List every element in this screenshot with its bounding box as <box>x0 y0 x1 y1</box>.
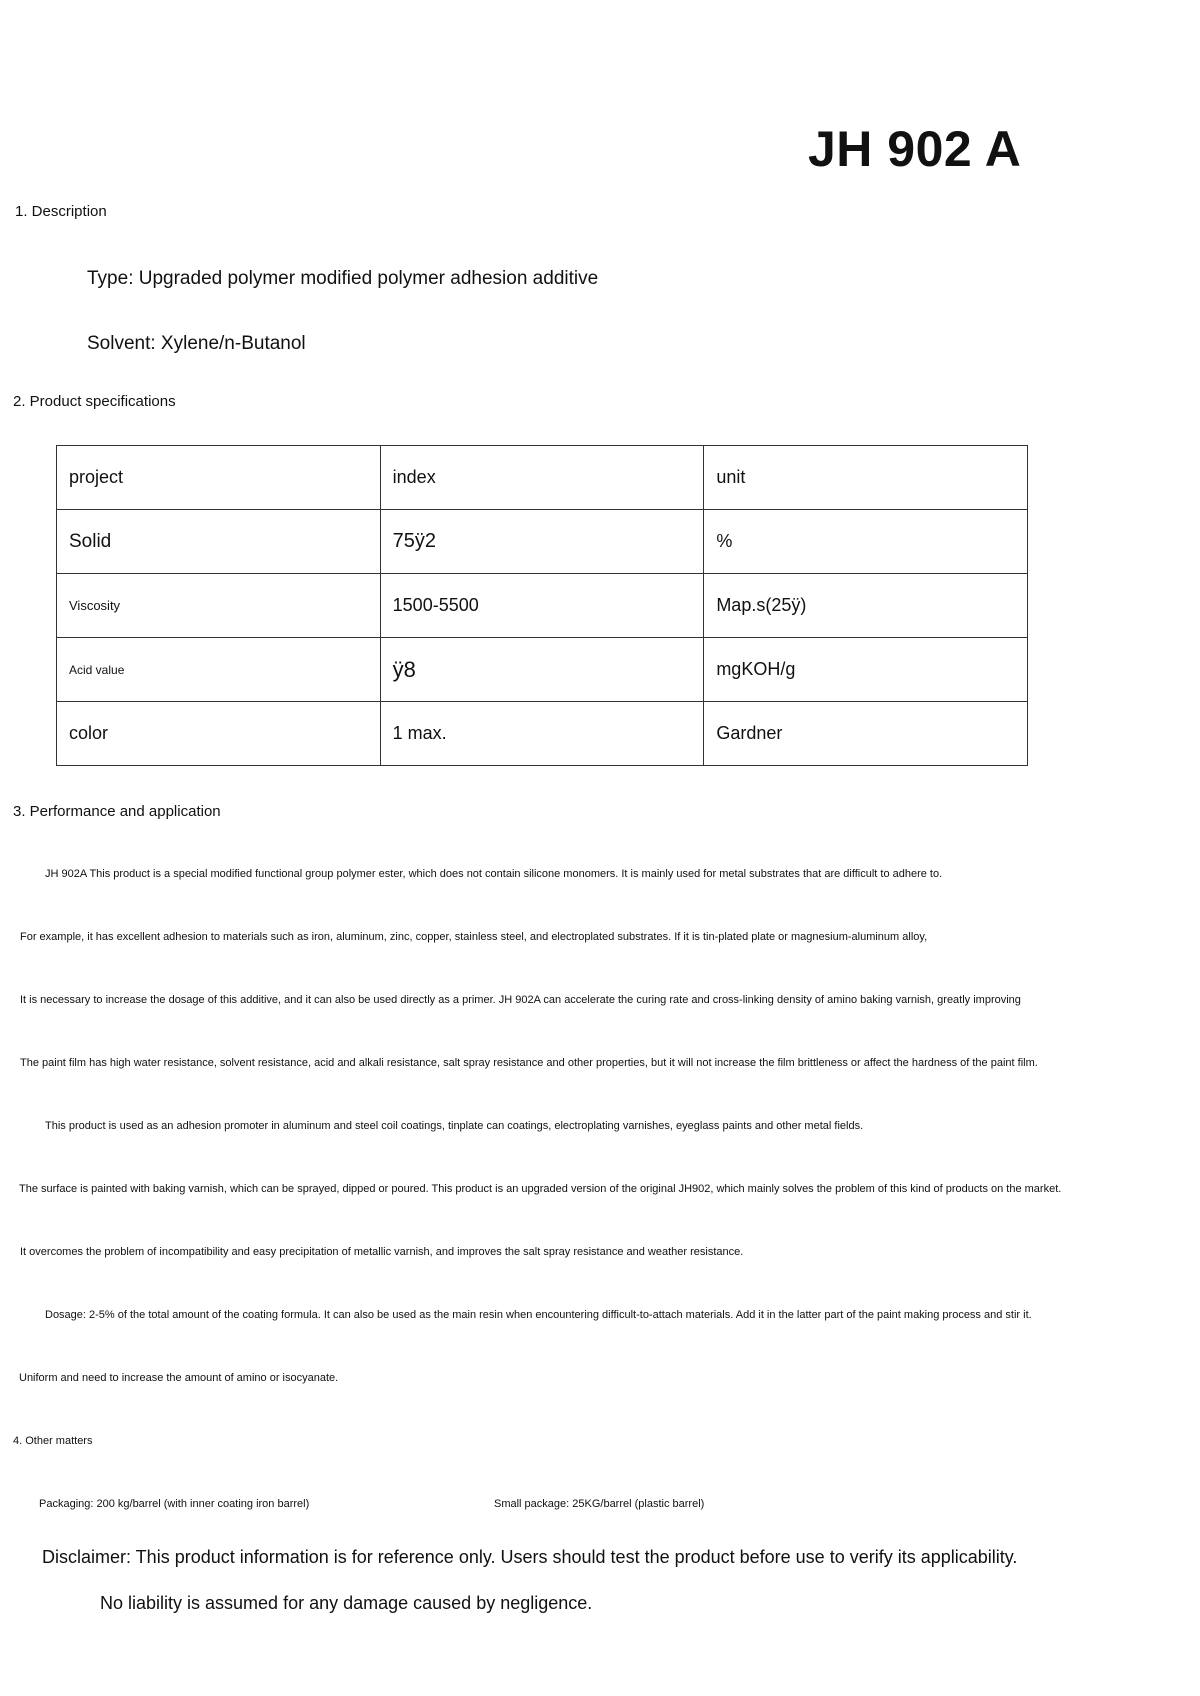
packaging-text: Packaging: 200 kg/barrel (with inner coating iron barrel) <box>39 1498 310 1510</box>
table-cell: Map.s(25ÿ) <box>704 574 1028 638</box>
section-heading-other-matters: 4. Other matters <box>13 1435 93 1447</box>
performance-paragraph-line: It is necessary to increase the dosage of this additive, and it can also be used directly as a primer. JH 902A can accelerate the curing rate and cross-linking density of amino baking varnish, greatly improving <box>20 994 1021 1006</box>
table-header-cell: unit <box>704 446 1028 510</box>
performance-paragraph-line: This product is used as an adhesion promoter in aluminum and steel coil coatings, tinplate can coatings, electroplating varnishes, eyeglass paints and other metal fields. <box>45 1120 864 1132</box>
performance-paragraph-line: JH 902A This product is a special modified functional group polymer ester, which does not contain silicone monomers. It is mainly used for metal substrates that are difficult to adhere to. <box>45 868 943 880</box>
performance-paragraph-line: For example, it has excellent adhesion to materials such as iron, aluminum, zinc, copper, stainless steel, and electroplated substrates. If it is tin-plated plate or magnesium-aluminum alloy, <box>20 931 928 943</box>
disclaimer-line-1: Disclaimer: This product information is for reference only. Users should test the product before use to verify its applicability. <box>42 1547 1018 1567</box>
table-cell: Gardner <box>704 702 1028 766</box>
table-cell: ÿ8 <box>380 638 704 702</box>
performance-paragraph-line: It overcomes the problem of incompatibility and easy precipitation of metallic varnish, and improves the salt spray resistance and weather resistance. <box>20 1246 744 1258</box>
table-cell: color <box>57 702 381 766</box>
table-cell: % <box>704 510 1028 574</box>
performance-paragraph-line: Uniform and need to increase the amount of amino or isocyanate. <box>19 1372 339 1384</box>
description-type: Type: Upgraded polymer modified polymer adhesion additive <box>87 268 599 289</box>
table-row <box>57 510 1028 574</box>
table-row <box>57 702 1028 766</box>
table-cell: Solid <box>57 510 381 574</box>
section-heading-description: 1. Description <box>15 203 107 220</box>
specifications-table <box>56 445 1028 766</box>
table-header-cell: index <box>380 446 704 510</box>
table-row <box>57 638 1028 702</box>
description-solvent: Solvent: Xylene/n-Butanol <box>87 333 306 354</box>
table-cell: 1 max. <box>380 702 704 766</box>
table-cell: 1500-5500 <box>380 574 704 638</box>
document-title: JH 902 A <box>808 121 1022 177</box>
performance-paragraph-line: The surface is painted with baking varnish, which can be sprayed, dipped or poured. This product is an upgraded version of the original JH902, which mainly solves the problem of this kind of products on the market. <box>19 1183 1062 1195</box>
table-row <box>57 574 1028 638</box>
performance-paragraph-line: Dosage: 2-5% of the total amount of the coating formula. It can also be used as the main resin when encountering difficult-to-attach materials. Add it in the latter part of the paint making process and stir it. <box>45 1309 1032 1321</box>
table-cell: mgKOH/g <box>704 638 1028 702</box>
small-package-text: Small package: 25KG/barrel (plastic barrel) <box>494 1498 705 1510</box>
table-cell: Viscosity <box>57 574 381 638</box>
section-heading-performance: 3. Performance and application <box>13 803 221 820</box>
table-cell: Acid value <box>57 638 381 702</box>
table-header-cell: project <box>57 446 381 510</box>
table-cell: 75ÿ2 <box>380 510 704 574</box>
table-header-row <box>57 446 1028 510</box>
disclaimer-line-2: No liability is assumed for any damage caused by negligence. <box>100 1593 593 1613</box>
section-heading-specifications: 2. Product specifications <box>13 393 176 410</box>
performance-paragraph-line: The paint film has high water resistance, solvent resistance, acid and alkali resistance, salt spray resistance and other properties, but it will not increase the film brittleness or affect the hardness of the paint film. <box>20 1057 1038 1069</box>
